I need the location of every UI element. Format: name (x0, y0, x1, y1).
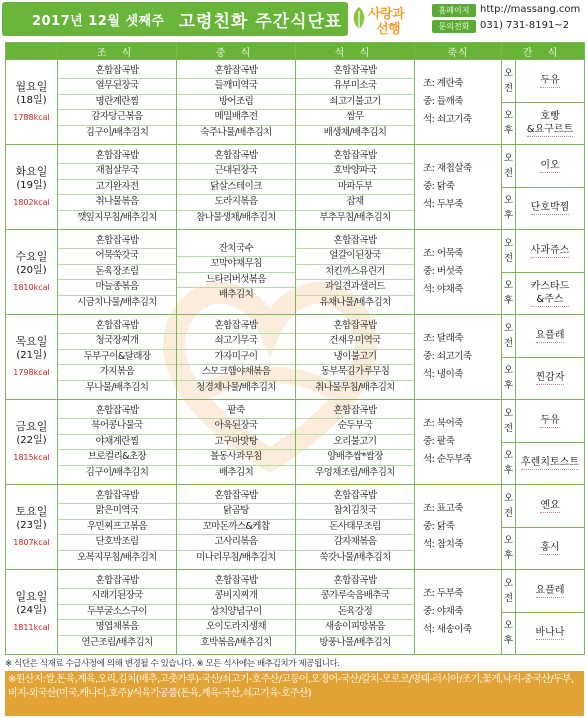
breakfast-cell (58, 485, 177, 570)
breakfast-header: 조 식 (58, 43, 177, 60)
porridge-item: 중: 팥죽 (423, 436, 455, 447)
menu-item: 배생채/배추김치 (296, 125, 414, 141)
menu-item: 순두부국 (296, 418, 414, 434)
day-cell (6, 60, 58, 145)
ampm-char: 오 (503, 407, 514, 419)
menu-item: 도라지볶음 (177, 194, 295, 210)
menu-item: 혼합잡곡밥 (333, 404, 377, 416)
porridge-cell (415, 230, 502, 315)
menu-item: 고기완자전 (58, 179, 176, 195)
menu-item: 방풍나물/배추김치 (296, 635, 414, 651)
menu-item: 쑥갓나물/배추김치 (296, 550, 414, 566)
dinner-cell (296, 145, 415, 230)
pm-label (502, 612, 516, 655)
snack-label: 요플레 (535, 329, 565, 341)
menu-item: 감자채볶음 (296, 534, 414, 550)
menu-item: 잔치국수 (218, 242, 254, 254)
menu-item: 건새우미역국 (296, 333, 414, 349)
day-cell (6, 145, 58, 230)
menu-item: 배추김치 (177, 287, 295, 303)
porridge-item: 석: 야채죽 (423, 284, 463, 295)
leaf-icon (350, 5, 368, 31)
day-cell (6, 570, 58, 655)
menu-item: 과일견과샐러드 (296, 279, 414, 295)
menu-item: 혼합잡곡밥 (333, 234, 377, 246)
dinner-cell (296, 485, 415, 570)
menu-item: 호박양파국 (296, 163, 414, 179)
phone-badge: 문의전화 (432, 20, 476, 33)
menu-item: 명란계란찜 (58, 94, 176, 110)
homepage-link[interactable]: http://massang.com (480, 4, 581, 15)
ampm-char: 전 (503, 82, 514, 94)
breakfast-cell (58, 60, 177, 145)
lunch-cell (177, 570, 296, 655)
menu-item: 무나물/배추김치 (58, 380, 176, 396)
menu-item: 고사리볶음 (177, 534, 295, 550)
dinner-cell (296, 315, 415, 400)
day-name: 수요일 (15, 249, 48, 263)
am-label (502, 230, 516, 273)
am-label (502, 145, 516, 188)
day-date: (19일) (16, 179, 47, 191)
porridge-header: 죽식 (415, 43, 502, 60)
porridge-item: 석: 쇠고기죽 (423, 114, 472, 125)
porridge-item: 석: 새송이죽 (423, 624, 472, 635)
snack-label: 호빵 &요구르트 (526, 110, 574, 135)
menu-item: 열무된장국 (58, 78, 176, 94)
pm-snack-cell (516, 357, 585, 400)
menu-item: 느타리버섯볶음 (177, 272, 295, 288)
pm-label (502, 442, 516, 485)
dinner-header: 석 식 (296, 43, 415, 60)
porridge-item: 중: 야채죽 (423, 606, 463, 617)
lunch-header: 중 식 (177, 43, 296, 60)
dinner-cell (296, 570, 415, 655)
menu-item: 두부구이&달래장 (58, 349, 176, 365)
porridge-item: 석: 냉이죽 (423, 369, 463, 380)
menu-item: 야채계란찜 (58, 434, 176, 450)
porridge-item: 석: 순두부죽 (423, 454, 472, 465)
am-snack-cell (516, 400, 585, 443)
menu-item: 혼합잡곡밥 (95, 64, 139, 76)
day-row (6, 570, 585, 613)
menu-item: 취나물볶음 (58, 194, 176, 210)
day-kcal: 1798kcal (13, 367, 50, 377)
day-name: 토요일 (15, 504, 48, 518)
menu-item: 메밀배추전 (177, 109, 295, 125)
porridge-item: 석: 참치죽 (423, 539, 463, 550)
ampm-char: 오 (503, 237, 514, 249)
ampm-char: 전 (503, 592, 514, 604)
menu-item: 돈사태무조림 (296, 519, 414, 535)
porridge-cell (415, 485, 502, 570)
menu-item: 혼합잡곡밥 (214, 149, 258, 161)
snack-label: 바나나 (535, 627, 565, 639)
phone-number: 031) 731-8191~2 (480, 20, 570, 31)
weekly-menu-table (5, 42, 585, 655)
menu-item: 두부굴소스구이 (58, 604, 176, 620)
column-header-row (6, 43, 585, 60)
porridge-item: 조: 재첩살죽 (423, 163, 472, 174)
origin-info: ※원산지:쌀,돈육,계육,오리,김치(배추,고춧가루)-국산/쇠고기-호주산/고등어,오징어-국산/갈치-모로코/명태-러시아/조기,꽃게,낙지-중국산/두부,비지-외국산(미국,캐나다,호주)/식육가공품(돈육,계육-국산,쇠고기육-호주산) (5, 671, 584, 716)
menu-item: 쇠고기불고기 (296, 94, 414, 110)
day-kcal: 1802kcal (13, 197, 50, 207)
menu-item: 닭살스테이크 (177, 179, 295, 195)
menu-item: 시래기된장국 (58, 588, 176, 604)
dinner-cell (296, 230, 415, 315)
day-date: (23일) (16, 519, 47, 531)
porridge-item: 중: 닭죽 (423, 521, 455, 532)
menu-item: 아욱된장국 (177, 418, 295, 434)
menu-item: 들깨미역국 (177, 78, 295, 94)
menu-item: 우민찌프고볶음 (58, 519, 176, 535)
breakfast-cell (58, 400, 177, 485)
menu-item: 혼합잡곡밥 (333, 319, 377, 331)
porridge-item: 조: 계란죽 (423, 78, 463, 89)
menu-item: 브로컬리&초장 (58, 449, 176, 465)
day-kcal: 1815kcal (13, 452, 50, 462)
day-kcal: 1811kcal (13, 622, 50, 632)
pm-snack-cell (516, 527, 585, 570)
porridge-item: 중: 들깨죽 (423, 96, 463, 107)
menu-item: 돈육장조림 (58, 264, 176, 280)
menu-item: 명엽채볶음 (58, 619, 176, 635)
menu-item: 쇠고기무국 (177, 333, 295, 349)
menu-item: 마늘종볶음 (58, 279, 176, 295)
porridge-item: 조: 두부죽 (423, 588, 463, 599)
week-label: 2017년 12월 셋째주 (32, 13, 165, 29)
day-row (6, 60, 585, 103)
menu-item: 치킨까스유린기 (296, 264, 414, 280)
menu-item: 오리불고기 (296, 434, 414, 450)
pm-label (502, 527, 516, 570)
am-label (502, 315, 516, 358)
snack-label: 카스타드 &주스 (530, 280, 570, 305)
ampm-char: 후 (503, 635, 514, 647)
menu-item: 혼합잡곡밥 (95, 489, 139, 501)
day-name: 금요일 (15, 419, 48, 433)
pm-label (502, 357, 516, 400)
menu-item: 혼합잡곡밥 (333, 149, 377, 161)
homepage-badge: 홈페이지 (432, 4, 476, 17)
porridge-item: 중: 쇠고기죽 (423, 351, 472, 362)
pm-snack-cell (516, 102, 585, 145)
menu-item: 오이도라지생채 (177, 619, 295, 635)
porridge-item: 조: 어묵죽 (423, 248, 463, 259)
menu-item: 혼합잡곡밥 (95, 319, 139, 331)
porridge-item: 조: 달래죽 (423, 333, 463, 344)
menu-item: 마파두부 (296, 179, 414, 195)
menu-item: 어묵쑥갓국 (58, 248, 176, 264)
ampm-char: 후 (503, 210, 514, 222)
porridge-item: 중: 버섯죽 (423, 266, 463, 277)
lunch-cell (177, 315, 296, 400)
menu-item: 쌈무 (296, 109, 414, 125)
logo-text-2: 선행 (376, 22, 401, 37)
snack-label: 두유 (540, 414, 560, 426)
title-banner (2, 2, 348, 36)
porridge-item: 조: 북어죽 (423, 418, 463, 429)
day-date: (18일) (16, 94, 47, 106)
menu-item: 꼬마돈까스&케찹 (177, 519, 295, 535)
menu-item: 청국장찌개 (58, 333, 176, 349)
page-title: 고령친화 주간식단표 (178, 11, 343, 32)
pm-snack-cell (516, 272, 585, 315)
menu-item: 삼치양념구이 (177, 604, 295, 620)
day-name: 일요일 (15, 589, 48, 603)
menu-item: 얼갈이된장국 (296, 248, 414, 264)
am-label (502, 485, 516, 528)
porridge-cell (415, 315, 502, 400)
menu-item: 혼합잡곡밥 (214, 319, 258, 331)
ampm-char: 오 (503, 110, 514, 122)
menu-item: 감자당근볶음 (58, 109, 176, 125)
menu-item: 청경채나물/배추김치 (177, 380, 295, 396)
porridge-cell (415, 570, 502, 655)
day-date: (20일) (16, 264, 47, 276)
menu-item: 양배추쌈*쌈장 (296, 449, 414, 465)
snack-label: 단호박찜 (530, 202, 570, 214)
pm-snack-cell (516, 612, 585, 655)
lunch-cell (177, 485, 296, 570)
menu-item: 혼합잡곡밥 (214, 574, 258, 586)
menu-item: 잡채 (296, 194, 414, 210)
day-date: (22일) (16, 434, 47, 446)
lunch-cell (177, 60, 296, 145)
day-cell (6, 315, 58, 400)
menu-item: 재첩살무국 (58, 163, 176, 179)
day-kcal: 1788kcal (13, 112, 50, 122)
menu-item: 깻잎지무침/배추김치 (58, 210, 176, 226)
day-name: 월요일 (15, 79, 48, 93)
menu-item: 단호박조림 (58, 534, 176, 550)
day-cell (6, 230, 58, 315)
snack-label: 홍시 (540, 542, 560, 554)
ampm-char: 오 (503, 152, 514, 164)
ampm-char: 오 (503, 620, 514, 632)
menu-item: 참나물생채/배추김치 (177, 210, 295, 226)
am-snack-cell (516, 485, 585, 528)
menu-item: 북어콩나물국 (58, 418, 176, 434)
day-row (6, 145, 585, 188)
ampm-char: 오 (503, 280, 514, 292)
day-row (6, 230, 585, 273)
menu-item: 가지볶음 (58, 364, 176, 380)
porridge-cell (415, 400, 502, 485)
menu-body (6, 60, 585, 655)
menu-item: 우엉채조림/배추김치 (296, 465, 414, 481)
day-name: 목요일 (15, 334, 48, 348)
ampm-char: 오 (503, 450, 514, 462)
menu-item: 동부묵김가루무침 (296, 364, 414, 380)
menu-item: 유부미소국 (296, 78, 414, 94)
lunch-cell (177, 230, 296, 315)
breakfast-cell (58, 145, 177, 230)
snack-label: 찐감자 (535, 372, 565, 384)
menu-item: 가자미구이 (177, 349, 295, 365)
menu-item: 꼬막야채무침 (177, 256, 295, 272)
menu-item: 맑은미역국 (58, 503, 176, 519)
day-date: (24일) (16, 604, 47, 616)
ampm-char: 후 (503, 125, 514, 137)
day-row (6, 485, 585, 528)
am-label (502, 60, 516, 103)
am-snack-cell (516, 570, 585, 613)
day-name: 화요일 (15, 164, 48, 178)
menu-item: 방어조림 (177, 94, 295, 110)
ampm-char: 전 (503, 507, 514, 519)
menu-item: 돈육강정 (296, 604, 414, 620)
day-cell (6, 400, 58, 485)
pm-label (502, 102, 516, 145)
ampm-char: 후 (503, 295, 514, 307)
snack-header: 간 식 (502, 43, 585, 60)
snack-label: 이오 (540, 159, 560, 171)
day-cell (6, 485, 58, 570)
ampm-char: 후 (503, 550, 514, 562)
menu-item: 닭곰탕 (177, 503, 295, 519)
breakfast-cell (58, 315, 177, 400)
am-snack-cell (516, 60, 585, 103)
menu-item: 취나물무침/배추김치 (296, 380, 414, 396)
am-snack-cell (516, 145, 585, 188)
ampm-char: 오 (503, 535, 514, 547)
menu-item: 혼합잡곡밥 (333, 64, 377, 76)
ampm-char: 후 (503, 465, 514, 477)
am-label (502, 570, 516, 613)
porridge-item: 중: 닭죽 (423, 181, 455, 192)
menu-item: 혼합잡곡밥 (95, 234, 139, 246)
snack-label: 사과쥬스 (530, 244, 570, 256)
menu-item: 배추김치 (177, 465, 295, 481)
ampm-char: 오 (503, 195, 514, 207)
lunch-cell (177, 145, 296, 230)
menu-item: 호박볶음/배추김치 (177, 635, 295, 651)
day-date: (21일) (16, 349, 47, 361)
menu-item: 혼합잡곡밥 (333, 574, 377, 586)
porridge-item: 석: 두부죽 (423, 199, 463, 210)
snack-label: 두유 (540, 74, 560, 86)
pm-label (502, 272, 516, 315)
menu-item: 콩가루숙음배추국 (296, 588, 414, 604)
ampm-char: 오 (503, 577, 514, 589)
porridge-cell (415, 145, 502, 230)
menu-item: 고구마맛탕 (177, 434, 295, 450)
logo-text-1: 사랑과 (368, 7, 405, 22)
ampm-char: 전 (503, 167, 514, 179)
title-bar (0, 0, 587, 38)
dinner-cell (296, 400, 415, 485)
snack-label: 후렌치토스트 (521, 457, 579, 469)
day-kcal: 1810kcal (13, 282, 50, 292)
pm-label (502, 187, 516, 230)
ampm-char: 전 (503, 422, 514, 434)
ampm-char: 오 (503, 322, 514, 334)
menu-item: 혼합잡곡밥 (214, 64, 258, 76)
am-snack-cell (516, 315, 585, 358)
breakfast-cell (58, 230, 177, 315)
ampm-char: 오 (503, 492, 514, 504)
ampm-char: 전 (503, 252, 514, 264)
menu-item: 혼합잡곡밥 (214, 489, 258, 501)
menu-item: 숙주나물/배추김치 (177, 125, 295, 141)
menu-item: 오복지무침/배추김치 (58, 550, 176, 566)
menu-item: 스모크햄야채볶음 (177, 364, 295, 380)
porridge-cell (415, 60, 502, 145)
menu-item: 김구이/배추김치 (58, 465, 176, 481)
menu-item: 혼합잡곡밥 (95, 404, 139, 416)
snack-label: 옌요 (540, 499, 560, 511)
day-row (6, 315, 585, 358)
day-kcal: 1807kcal (13, 537, 50, 547)
menu-item: 부추무침/배추김치 (296, 210, 414, 226)
pm-snack-cell (516, 187, 585, 230)
menu-item: 참치김칫국 (296, 503, 414, 519)
breakfast-cell (58, 570, 177, 655)
am-label (502, 400, 516, 443)
porridge-item: 조: 표고죽 (423, 503, 463, 514)
menu-item: 팥죽 (227, 404, 245, 416)
day-row (6, 400, 585, 443)
menu-item: 혼합잡곡밥 (333, 489, 377, 501)
menu-item: 근대된장국 (177, 163, 295, 179)
menu-item: 새송이피망볶음 (296, 619, 414, 635)
menu-item: 유채나물/배추김치 (296, 295, 414, 311)
ampm-char: 오 (503, 67, 514, 79)
menu-note: ※ 식단은 식재료 수급사정에 의해 변경될 수 있습니다. ※ 모든 식사에는 배추김치가 제공됩니다. (5, 659, 340, 669)
menu-item: 볼동사과무침 (177, 449, 295, 465)
logo (350, 3, 430, 35)
pm-snack-cell (516, 442, 585, 485)
menu-item: 혼합잡곡밥 (95, 574, 139, 586)
dinner-cell (296, 60, 415, 145)
menu-item: 냉이불고기 (296, 349, 414, 365)
snack-label: 요플레 (535, 584, 565, 596)
menu-item: 미나리무침/배추김치 (177, 550, 295, 566)
ampm-char: 오 (503, 365, 514, 377)
day-header (6, 43, 58, 60)
menu-item: 혼합잡곡밥 (95, 149, 139, 161)
menu-item: 시금치나물/배추김치 (58, 295, 176, 311)
lunch-cell (177, 400, 296, 485)
ampm-char: 전 (503, 337, 514, 349)
am-snack-cell (516, 230, 585, 273)
menu-item: 김구이/배추김치 (58, 125, 176, 141)
ampm-char: 후 (503, 380, 514, 392)
menu-item: 콩비지찌개 (177, 588, 295, 604)
menu-item: 연근조림/배추김치 (58, 635, 176, 651)
